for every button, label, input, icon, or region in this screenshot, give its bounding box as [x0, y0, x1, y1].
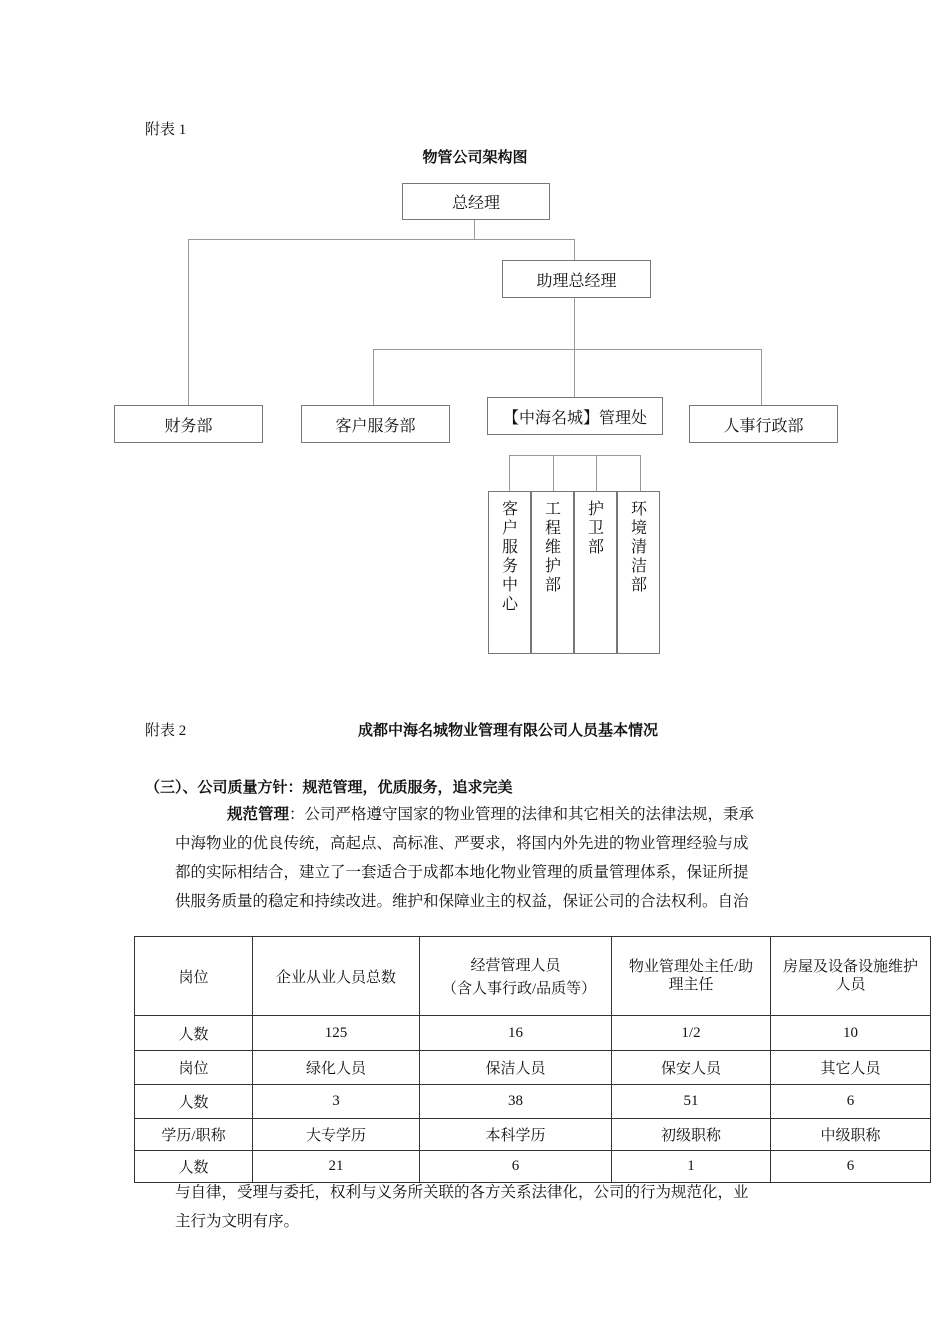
table-cell: 房屋及设备设施维护人员	[771, 937, 931, 1016]
table-cell: 6	[420, 1151, 612, 1183]
table-cell-line: 经营管理人员	[470, 958, 561, 974]
table-cell: 本科学历	[420, 1119, 612, 1151]
table-cell: 岗位	[135, 1051, 253, 1085]
table-row	[135, 1051, 931, 1085]
connector	[474, 220, 475, 240]
table-cell: 保洁人员	[420, 1051, 612, 1085]
annex1-label: 附表 1	[145, 122, 187, 138]
connector	[509, 455, 510, 491]
connector	[373, 349, 374, 405]
org-node-engineering	[531, 491, 574, 654]
org-node-hr-admin: 人事行政部	[689, 405, 838, 443]
paragraph-line: 公司严格遵守国家的物业管理的法律和其它相关的法律法规，秉承	[304, 806, 755, 823]
org-node-label: 工程维护部	[544, 501, 561, 594]
table-cell: 21	[253, 1151, 420, 1183]
table-cell: 岗位	[135, 937, 253, 1016]
org-node-customer-service: 客户服务部	[301, 405, 450, 443]
paragraph-line: 主行为文明有序。	[175, 1213, 300, 1230]
table-cell: 其它人员	[771, 1051, 931, 1085]
connector	[574, 239, 575, 261]
table-cell: 16	[420, 1016, 612, 1051]
org-node-label: 客户服务中心	[501, 501, 518, 613]
connector	[640, 455, 641, 491]
table-cell: 绿化人员	[253, 1051, 420, 1085]
org-node-security	[574, 491, 617, 654]
paragraph-line: 供服务质量的稳定和持续改进。维护和保障业主的权益，保证公司的合法权利。自治	[175, 893, 749, 910]
connector	[509, 455, 641, 456]
paragraph-1	[175, 800, 810, 916]
connector	[761, 349, 762, 405]
table-cell: 大专学历	[253, 1119, 420, 1151]
paragraph-2	[175, 1178, 810, 1236]
table-cell: 人数	[135, 1016, 253, 1051]
org-node-finance: 财务部	[114, 405, 263, 443]
table-cell: 学历/职称	[135, 1119, 253, 1151]
table-cell: 保安人员	[612, 1051, 771, 1085]
table-cell: 人数	[135, 1085, 253, 1119]
table-row	[135, 1085, 931, 1119]
table-cell: 初级职称	[612, 1119, 771, 1151]
table-row	[135, 1119, 931, 1151]
org-node-label: 护卫部	[587, 501, 604, 556]
table-cell: 企业从业人员总数	[253, 937, 420, 1016]
org-node-agm: 助理总经理	[502, 260, 651, 298]
table-row	[135, 1016, 931, 1051]
paragraph-line: 与自律，受理与委托，权利与义务所关联的各方关系法律化，公司的行为规范化，业	[175, 1184, 749, 1201]
table-cell-line: （含人事行政/品质等）	[442, 981, 597, 997]
connector	[574, 349, 575, 398]
org-node-management-office: 【中海名城】管理处	[487, 397, 663, 435]
table-cell: 3	[253, 1085, 420, 1119]
table-row	[135, 937, 931, 1016]
connector	[373, 349, 762, 350]
org-node-label: 环境清洁部	[630, 501, 647, 594]
table-cell: 125	[253, 1016, 420, 1051]
org-node-cleaning	[617, 491, 660, 654]
org-chart-title: 物管公司架构图	[422, 148, 528, 166]
table-cell: 10	[771, 1016, 931, 1051]
table-cell: 38	[420, 1085, 612, 1119]
table-cell: 51	[612, 1085, 771, 1119]
table-cell: 中级职称	[771, 1119, 931, 1151]
paragraph-lead: 规范管理	[227, 805, 290, 823]
annex2-label: 附表 2	[145, 723, 187, 739]
staff-table-title: 成都中海名城物业管理有限公司人员基本情况	[358, 721, 659, 739]
table-cell: 1	[612, 1151, 771, 1183]
table-cell: 6	[771, 1085, 931, 1119]
connector	[574, 298, 575, 349]
org-node-customer-service-center	[488, 491, 531, 654]
table-cell: 人数	[135, 1151, 253, 1183]
table-cell: 物业管理处主任/助理主任	[612, 937, 771, 1016]
section-heading: （三）、公司质量方针：规范管理，优质服务，追求完美	[145, 778, 513, 796]
staff-table	[134, 936, 931, 1183]
connector	[553, 455, 554, 491]
connector	[188, 239, 575, 240]
table-cell: 1/2	[612, 1016, 771, 1051]
connector	[596, 455, 597, 491]
paragraph-line: 中海物业的优良传统，高起点、高标准、严要求，将国内外先进的物业管理经验与成	[175, 835, 749, 852]
table-cell	[420, 937, 612, 1016]
table-cell: 6	[771, 1151, 931, 1183]
paragraph-colon: ：	[289, 806, 305, 823]
connector	[188, 239, 189, 405]
org-node-gm: 总经理	[402, 183, 550, 220]
paragraph-line: 都的实际相结合，建立了一套适合于成都本地化物业管理的质量管理体系，保证所提	[175, 864, 749, 881]
